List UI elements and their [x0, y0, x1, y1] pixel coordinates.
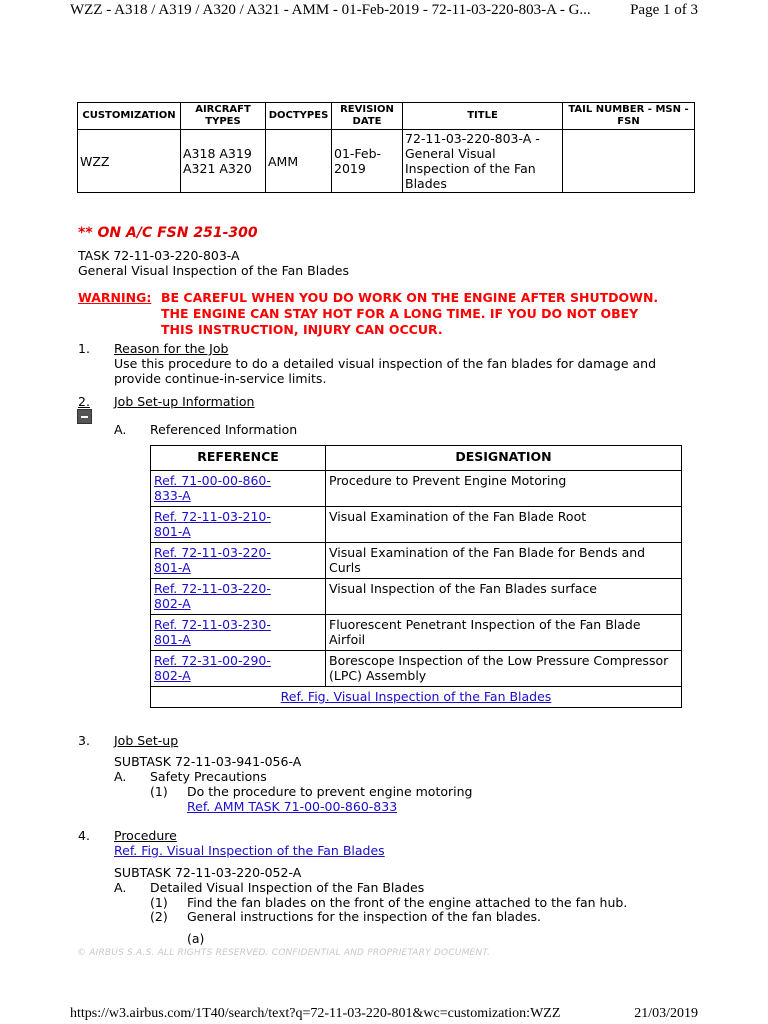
effectivity-label: ** ON A/C FSN 251-300: [78, 225, 258, 241]
section4-step2-text: General instructions for the inspection of the fan blades.: [187, 909, 542, 924]
page-number: Page 1 of 3: [630, 2, 698, 18]
reference-link[interactable]: Ref. 71-00-00-860- 833-A: [154, 473, 271, 503]
reference-cell: [151, 471, 326, 507]
reference-link[interactable]: Ref. 72-11-03-220- 802-A: [154, 581, 271, 611]
reference-cell: [151, 651, 326, 687]
section4-step1-number: (1): [150, 895, 168, 910]
designation-cell: Fluorescent Penetrant Inspection of the Fan Blade Airfoil: [326, 615, 682, 651]
warning-label: WARNING:: [78, 290, 152, 305]
task-title: General Visual Inspection of the Fan Blades: [78, 263, 350, 278]
section1-number: 1.: [78, 341, 90, 356]
col-title: TITLE: [403, 103, 563, 130]
col-reference: REFERENCE: [151, 446, 326, 471]
figure-link[interactable]: Ref. Fig. Visual Inspection of the Fan Blades: [280, 689, 552, 704]
section1-line: provide continue-in-service limits.: [114, 371, 327, 386]
section4-subtask: SUBTASK 72-11-03-220-052-A: [114, 865, 302, 880]
designation-cell: Borescope Inspection of the Low Pressure Compressor (LPC) Assembly: [326, 651, 682, 687]
section2-sub-heading: Referenced Information: [150, 422, 298, 437]
col-revision-date: REVISION DATE: [332, 103, 403, 130]
section3-sub-heading: Safety Precautions: [150, 769, 267, 784]
cell-title: 72-11-03-220-803-A - General Visual Inspection of the Fan Blades: [403, 130, 563, 193]
table-row: [151, 507, 682, 543]
section3-step-text: Do the procedure to prevent engine motoring: [187, 784, 473, 799]
table-row: [151, 579, 682, 615]
figure-cell: [151, 687, 682, 708]
section1-heading: Reason for the Job: [114, 341, 229, 356]
section2-heading: Job Set-up Information: [114, 394, 255, 409]
designation-cell: Visual Examination of the Fan Blade for Bends and Curls: [326, 543, 682, 579]
section2-sub-letter: A.: [114, 422, 127, 437]
table-row: [151, 615, 682, 651]
document-title: WZZ - A318 / A319 / A320 / A321 - AMM - 01-Feb-2019 - 72-11-03-220-803-A - G...: [70, 2, 591, 18]
collapse-icon[interactable]: [77, 409, 92, 424]
cell-revision-date: 01-Feb-2019: [332, 130, 403, 193]
col-aircraft-types: AIRCRAFT TYPES: [181, 103, 266, 130]
warning-line: THIS INSTRUCTION, INJURY CAN OCCUR.: [161, 322, 443, 337]
designation-cell: Visual Examination of the Fan Blade Root: [326, 507, 682, 543]
table-row: [151, 651, 682, 687]
col-tail-number: TAIL NUMBER - MSN - FSN: [563, 103, 695, 130]
reference-link[interactable]: Ref. 72-11-03-220- 801-A: [154, 545, 271, 575]
section3-step-number: (1): [150, 784, 168, 799]
task-number: TASK 72-11-03-220-803-A: [78, 248, 240, 263]
section2-number: 2.: [78, 394, 90, 409]
section4-step1-text: Find the fan blades on the front of the engine attached to the fan hub.: [187, 895, 628, 910]
section4-sub-heading: Detailed Visual Inspection of the Fan Blades: [150, 880, 425, 895]
reference-cell: [151, 615, 326, 651]
procedure-figure-link[interactable]: Ref. Fig. Visual Inspection of the Fan Blades: [114, 843, 385, 858]
section3-heading: Job Set-up: [114, 733, 179, 748]
warning-line: THE ENGINE CAN STAY HOT FOR A LONG TIME. IF YOU DO NOT OBEY: [161, 306, 639, 321]
section1-body: [114, 356, 656, 386]
table-row: [151, 543, 682, 579]
reference-cell: [151, 543, 326, 579]
reference-link[interactable]: Ref. 72-11-03-230- 801-A: [154, 617, 271, 647]
print-header: [0, 0, 768, 24]
designation-cell: Visual Inspection of the Fan Blades surface: [326, 579, 682, 615]
section3-sub-letter: A.: [114, 769, 127, 784]
col-doctypes: DOCTYPES: [266, 103, 332, 130]
figure-row: [151, 687, 682, 708]
cell-tail-number: [563, 130, 695, 193]
section4-step-a: (a): [187, 931, 205, 946]
reference-link[interactable]: Ref. 72-11-03-210- 801-A: [154, 509, 271, 539]
meta-data-row: [78, 130, 695, 193]
cell-aircraft-types: A318 A319 A321 A320: [181, 130, 266, 193]
table-row: [151, 471, 682, 507]
section4-number: 4.: [78, 828, 90, 843]
section3-number: 3.: [78, 733, 90, 748]
section4-step2-number: (2): [150, 909, 168, 924]
col-customization: CUSTOMIZATION: [78, 103, 181, 130]
print-date: 21/03/2019: [634, 1006, 698, 1021]
reference-cell: [151, 507, 326, 543]
warning-line: BE CAREFUL WHEN YOU DO WORK ON THE ENGINE AFTER SHUTDOWN.: [161, 290, 659, 305]
referenced-information-table: [150, 445, 682, 708]
page-url: https://w3.airbus.com/1T40/search/text?q=72-11-03-220-801&wc=customization:WZZ: [70, 1006, 561, 1021]
meta-header-row: [78, 103, 695, 130]
reference-link[interactable]: Ref. 72-31-00-290- 802-A: [154, 653, 271, 683]
section3-subtask: SUBTASK 72-11-03-941-056-A: [114, 754, 302, 769]
warning-block: [78, 290, 151, 306]
cell-customization: WZZ: [78, 130, 181, 193]
reference-cell: [151, 579, 326, 615]
section1-line: Use this procedure to do a detailed visual inspection of the fan blades for damage and: [114, 356, 657, 371]
amm-task-link[interactable]: Ref. AMM TASK 71-00-00-860-833: [187, 799, 398, 814]
designation-cell: Procedure to Prevent Engine Motoring: [326, 471, 682, 507]
ref-header-row: [151, 446, 682, 471]
document-meta-table: [77, 102, 695, 193]
col-designation: DESIGNATION: [326, 446, 682, 471]
copyright-notice: © AIRBUS S.A.S. ALL RIGHTS RESERVED. CONFIDENTIAL AND PROPRIETARY DOCUMENT.: [77, 948, 491, 958]
section4-heading: Procedure: [114, 828, 177, 843]
section4-sub-letter: A.: [114, 880, 127, 895]
warning-text: [161, 290, 658, 338]
cell-doctypes: AMM: [266, 130, 332, 193]
